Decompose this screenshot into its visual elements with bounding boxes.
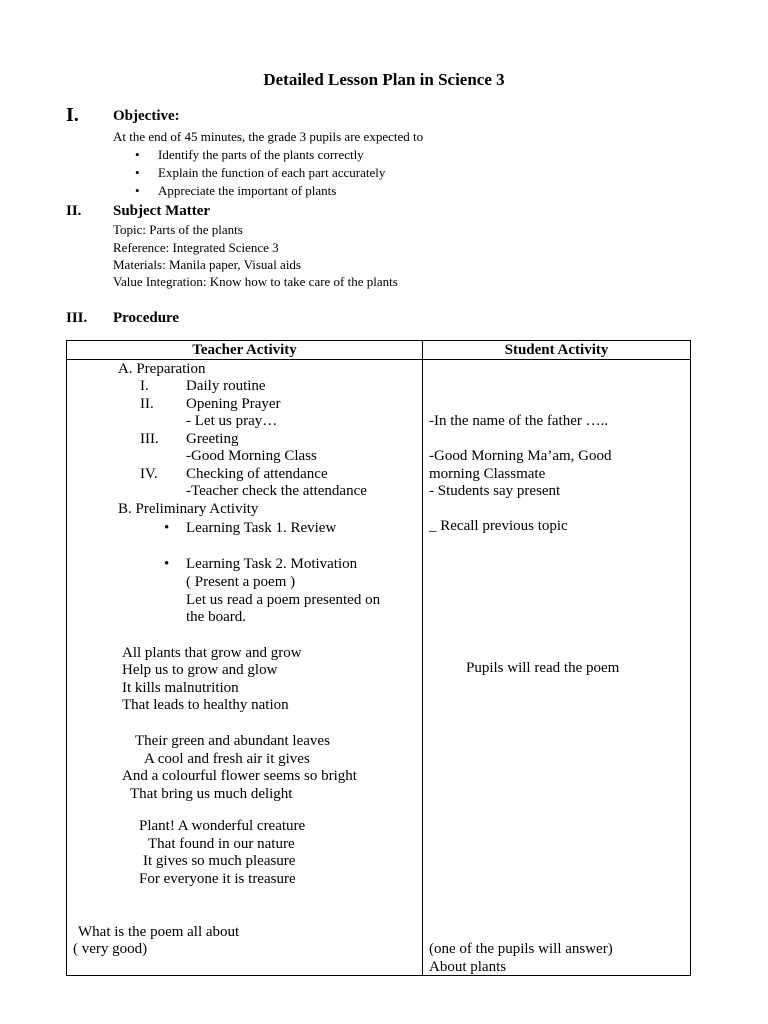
document-title: Detailed Lesson Plan in Science 3 bbox=[263, 70, 505, 89]
student-attendance-response: - Students say present bbox=[429, 483, 561, 499]
step-numeral: I. bbox=[140, 378, 149, 394]
poem-line: That leads to healthy nation bbox=[122, 697, 289, 713]
teacher-step-prayer: Opening Prayer bbox=[186, 396, 281, 412]
poem-line: All plants that grow and grow bbox=[122, 645, 302, 661]
teacher-greeting-line: -Good Morning Class bbox=[186, 448, 317, 464]
student-read-poem: Pupils will read the poem bbox=[466, 660, 620, 676]
subject-line-topic: Topic: Parts of the plants bbox=[113, 222, 243, 237]
subject-line-materials: Materials: Manila paper, Visual aids bbox=[113, 257, 301, 272]
poem-line: And a colourful flower seems so bright bbox=[122, 768, 357, 784]
table-row bbox=[67, 360, 691, 976]
teacher-step-preparation: A. Preparation bbox=[118, 361, 206, 377]
section-number-objective: I. bbox=[66, 104, 79, 126]
teacher-task-review: • Learning Task 1. Review bbox=[186, 519, 336, 537]
table-header-row bbox=[67, 341, 691, 360]
step-numeral: III. bbox=[140, 431, 159, 447]
poem-line: It kills malnutrition bbox=[122, 680, 239, 696]
teacher-question: What is the poem all about bbox=[78, 924, 240, 940]
step-numeral: IV. bbox=[140, 466, 158, 482]
subject-line-values: Value Integration: Know how to take care of the plants bbox=[113, 274, 398, 289]
teacher-praise: ( very good) bbox=[73, 941, 148, 957]
poem-line: Help us to grow and glow bbox=[122, 662, 278, 678]
poem-line: For everyone it is treasure bbox=[139, 871, 296, 887]
teacher-task-motivation-line: Let us read a poem presented on bbox=[186, 592, 381, 608]
subject-line-reference: Reference: Integrated Science 3 bbox=[113, 240, 279, 255]
poem-line: That bring us much delight bbox=[130, 786, 293, 802]
student-prayer-response: -In the name of the father ….. bbox=[429, 413, 609, 429]
teacher-task-motivation-line: the board. bbox=[186, 609, 246, 625]
objective-item: • Explain the function of each part accurately bbox=[113, 164, 385, 182]
procedure-table bbox=[66, 340, 691, 976]
step-numeral: II. bbox=[140, 396, 154, 412]
objective-intro: At the end of 45 minutes, the grade 3 pupils are expected to bbox=[113, 129, 424, 144]
teacher-task-motivation: • Learning Task 2. Motivation bbox=[186, 555, 357, 573]
student-activity-cell bbox=[423, 360, 691, 976]
poem-line: That found in our nature bbox=[148, 836, 295, 852]
student-answer: (one of the pupils will answer) bbox=[429, 941, 613, 957]
poem-line: Their green and abundant leaves bbox=[135, 733, 330, 749]
poem-line: A cool and fresh air it gives bbox=[144, 751, 310, 767]
teacher-step-routine: Daily routine bbox=[186, 378, 266, 394]
section-label-subject: Subject Matter bbox=[113, 203, 211, 219]
section-number-subject: II. bbox=[66, 203, 82, 219]
header-student-activity: Student Activity bbox=[423, 341, 691, 360]
section-label-objective: Objective: bbox=[113, 108, 180, 124]
student-greeting-response: -Good Morning Ma’am, Good bbox=[429, 448, 612, 464]
teacher-step-greeting: Greeting bbox=[186, 431, 239, 447]
student-greeting-response: morning Classmate bbox=[429, 466, 546, 482]
header-teacher-activity: Teacher Activity bbox=[67, 341, 423, 360]
student-recall: _ Recall previous topic bbox=[429, 518, 568, 534]
teacher-step-attendance: Checking of attendance bbox=[186, 466, 328, 482]
section-label-procedure: Procedure bbox=[113, 310, 180, 326]
section-number-procedure: III. bbox=[66, 310, 88, 326]
objective-item: • Identify the parts of the plants correctly bbox=[113, 146, 385, 164]
poem-line: Plant! A wonderful creature bbox=[139, 818, 306, 834]
teacher-task-motivation-note: ( Present a poem ) bbox=[186, 574, 296, 590]
objective-item: • Appreciate the important of plants bbox=[113, 182, 385, 200]
student-answer: About plants bbox=[429, 959, 507, 975]
teacher-activity-cell bbox=[67, 360, 423, 976]
teacher-attendance-line: -Teacher check the attendance bbox=[186, 483, 367, 499]
teacher-prayer-line: - Let us pray… bbox=[186, 413, 278, 429]
objective-list bbox=[113, 146, 385, 200]
teacher-step-preliminary: B. Preliminary Activity bbox=[118, 501, 259, 517]
poem-line: It gives so much pleasure bbox=[143, 853, 296, 869]
